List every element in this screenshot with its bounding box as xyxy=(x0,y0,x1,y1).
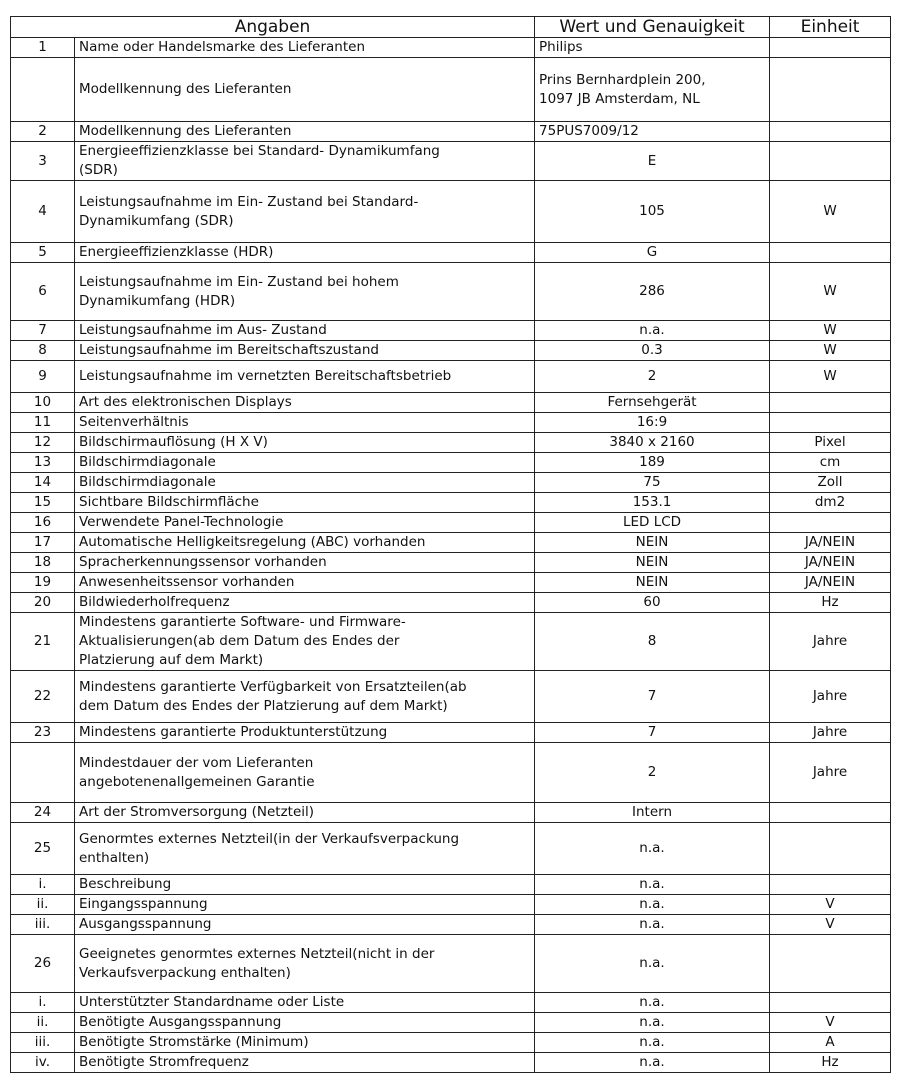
row-value-line: E xyxy=(647,152,657,169)
table-row xyxy=(11,823,891,875)
row-value-line: n.a. xyxy=(639,994,665,1010)
row-number: 12 xyxy=(11,433,75,453)
row-label xyxy=(75,823,535,875)
row-label-line: Beschreibung xyxy=(79,876,172,892)
row-value-line: Fernsehgerät xyxy=(607,394,697,410)
row-value-line: n.a. xyxy=(639,1034,665,1050)
row-label-line: Eingangsspannung xyxy=(79,896,208,912)
row-value-line: n.a. xyxy=(639,1054,665,1070)
row-value-line: 2 xyxy=(647,764,657,780)
row-label-line: Dynamikumfang (HDR) xyxy=(79,292,236,309)
row-label-line: Sichtbare Bildschirmfläche xyxy=(79,494,259,510)
table-row xyxy=(11,433,891,453)
row-number: 21 xyxy=(11,613,75,671)
row-unit: W xyxy=(770,361,891,393)
row-number: 16 xyxy=(11,513,75,533)
row-unit: cm xyxy=(770,453,891,473)
row-number: 26 xyxy=(11,935,75,993)
row-unit xyxy=(770,393,891,413)
row-label xyxy=(75,533,535,553)
row-unit: W xyxy=(770,181,891,243)
row-label-line: Leistungsaufnahme im Ein- Zustand bei Standard- xyxy=(79,193,419,210)
table-row xyxy=(11,553,891,573)
row-number: 4 xyxy=(11,181,75,243)
header-einheit: Einheit xyxy=(770,17,891,38)
header-row xyxy=(11,17,891,38)
product-information-sheet xyxy=(10,16,890,1073)
row-number: ii. xyxy=(11,1013,75,1033)
table-row xyxy=(11,895,891,915)
row-unit xyxy=(770,413,891,433)
row-unit: Jahre xyxy=(770,723,891,743)
row-label xyxy=(75,181,535,243)
row-label xyxy=(75,341,535,361)
table-row xyxy=(11,573,891,593)
row-number: 15 xyxy=(11,493,75,513)
row-unit: dm2 xyxy=(770,493,891,513)
table-row xyxy=(11,473,891,493)
row-number: 1 xyxy=(11,38,75,58)
row-label xyxy=(75,361,535,393)
row-label-line: Art des elektronischen Displays xyxy=(79,394,292,410)
row-value xyxy=(535,393,770,413)
row-number: 25 xyxy=(11,823,75,875)
row-value xyxy=(535,473,770,493)
row-number: 20 xyxy=(11,593,75,613)
row-value xyxy=(535,803,770,823)
table-row xyxy=(11,533,891,553)
table-row xyxy=(11,1033,891,1053)
row-label xyxy=(75,473,535,493)
row-number: 2 xyxy=(11,122,75,142)
row-value xyxy=(535,723,770,743)
row-label-line: Bildschirmdiagonale xyxy=(79,454,216,470)
table-row xyxy=(11,671,891,723)
row-unit: V xyxy=(770,915,891,935)
row-value xyxy=(535,433,770,453)
row-value-line: 75 xyxy=(643,474,661,490)
row-label-line: Mindestdauer der vom Lieferanten xyxy=(79,754,314,771)
row-label-line: Seitenverhältnis xyxy=(79,414,189,430)
row-number: 13 xyxy=(11,453,75,473)
row-label xyxy=(75,513,535,533)
row-label xyxy=(75,433,535,453)
row-value-line: n.a. xyxy=(639,840,665,856)
row-value-line: n.a. xyxy=(639,916,665,932)
row-value-line: 105 xyxy=(639,203,665,219)
table-row xyxy=(11,1053,891,1073)
row-value xyxy=(535,743,770,803)
row-unit: Jahre xyxy=(770,743,891,803)
row-number: 22 xyxy=(11,671,75,723)
row-value xyxy=(535,823,770,875)
row-label xyxy=(75,613,535,671)
row-label-line: Name oder Handelsmarke des Lieferanten xyxy=(79,39,366,55)
table-row xyxy=(11,453,891,473)
row-value xyxy=(535,1013,770,1033)
row-number: ii. xyxy=(11,895,75,915)
row-label-line: Benötigte Stromstärke (Minimum) xyxy=(79,1034,309,1050)
table-row xyxy=(11,803,891,823)
row-unit xyxy=(770,38,891,58)
row-unit: W xyxy=(770,321,891,341)
row-number: 5 xyxy=(11,243,75,263)
header-angaben: Angaben xyxy=(11,17,535,38)
row-number: 24 xyxy=(11,803,75,823)
row-value-line: n.a. xyxy=(639,876,665,892)
header-wert: Wert und Genauigkeit xyxy=(535,17,770,38)
row-label xyxy=(75,122,535,142)
row-label-line: Automatische Helligkeitsregelung (ABC) vorhanden xyxy=(79,534,426,550)
row-value xyxy=(535,573,770,593)
row-value xyxy=(535,993,770,1013)
row-value-line: G xyxy=(646,244,658,260)
row-unit xyxy=(770,243,891,263)
row-label xyxy=(75,935,535,993)
row-value-line: n.a. xyxy=(639,1014,665,1030)
row-label xyxy=(75,453,535,473)
row-label xyxy=(75,1053,535,1073)
row-label xyxy=(75,743,535,803)
row-value xyxy=(535,263,770,321)
row-label xyxy=(75,723,535,743)
row-value xyxy=(535,361,770,393)
row-number: 11 xyxy=(11,413,75,433)
row-value xyxy=(535,671,770,723)
row-value xyxy=(535,533,770,553)
table-row xyxy=(11,142,891,181)
row-unit: Jahre xyxy=(770,671,891,723)
row-value xyxy=(535,413,770,433)
row-unit xyxy=(770,122,891,142)
row-label-line: Geeignetes genormtes externes Netzteil(nicht in der xyxy=(79,945,435,962)
row-unit xyxy=(770,875,891,895)
row-unit: V xyxy=(770,1013,891,1033)
row-value xyxy=(535,915,770,935)
row-label-line: Modellkennung des Lieferanten xyxy=(79,81,292,97)
row-unit xyxy=(770,58,891,122)
spec-table xyxy=(10,16,891,1073)
row-number: 19 xyxy=(11,573,75,593)
row-unit: Hz xyxy=(770,593,891,613)
row-number: 17 xyxy=(11,533,75,553)
table-row xyxy=(11,341,891,361)
row-number: 23 xyxy=(11,723,75,743)
table-row xyxy=(11,915,891,935)
row-value xyxy=(535,122,770,142)
row-number: 10 xyxy=(11,393,75,413)
row-number: iii. xyxy=(11,1033,75,1053)
row-number: 14 xyxy=(11,473,75,493)
row-unit: Pixel xyxy=(770,433,891,453)
row-unit: W xyxy=(770,263,891,321)
row-value xyxy=(535,243,770,263)
row-label-line: Ausgangsspannung xyxy=(79,916,212,932)
table-row xyxy=(11,593,891,613)
row-unit xyxy=(770,935,891,993)
row-value-line: n.a. xyxy=(639,896,665,912)
table-row xyxy=(11,58,891,122)
row-label-line: Spracherkennungssensor vorhanden xyxy=(79,554,327,570)
row-label xyxy=(75,803,535,823)
table-row xyxy=(11,413,891,433)
table-row xyxy=(11,743,891,803)
row-value xyxy=(535,613,770,671)
row-label xyxy=(75,493,535,513)
row-number: iii. xyxy=(11,915,75,935)
row-label xyxy=(75,321,535,341)
row-value xyxy=(535,513,770,533)
row-unit xyxy=(770,823,891,875)
row-label-line: Mindestens garantierte Verfügbarkeit von Ersatzteilen(ab xyxy=(79,678,467,695)
row-number: 7 xyxy=(11,321,75,341)
row-label-line: Modellkennung des Lieferanten xyxy=(79,123,292,139)
row-label xyxy=(75,993,535,1013)
row-label-line: Aktualisierungen(ab dem Datum des Endes der xyxy=(79,633,400,649)
row-value xyxy=(535,58,770,122)
row-value xyxy=(535,1033,770,1053)
row-value-line: 7 xyxy=(647,688,657,704)
row-number xyxy=(11,743,75,803)
row-value-line: 16:9 xyxy=(636,414,668,430)
row-value-line: Intern xyxy=(632,804,673,820)
row-value-line: 0.3 xyxy=(641,342,663,358)
row-value-line: 286 xyxy=(639,283,665,299)
row-value-line: NEIN xyxy=(635,574,669,590)
row-label-line: Leistungsaufnahme im vernetzten Bereitschaftsbetrieb xyxy=(79,368,452,384)
row-label-line: angebotenenallgemeinen Garantie xyxy=(79,773,315,790)
row-unit: Hz xyxy=(770,1053,891,1073)
row-label-line: Verwendete Panel-Technologie xyxy=(79,514,284,530)
row-value-line: n.a. xyxy=(639,322,665,338)
row-value-line: Prins Bernhardplein 200, xyxy=(539,71,706,88)
row-value xyxy=(535,593,770,613)
row-number: 6 xyxy=(11,263,75,321)
row-value-line: 7 xyxy=(647,724,657,740)
row-label xyxy=(75,895,535,915)
row-number: i. xyxy=(11,993,75,1013)
row-unit: JA/NEIN xyxy=(770,533,891,553)
row-unit: V xyxy=(770,895,891,915)
row-value xyxy=(535,1053,770,1073)
row-label xyxy=(75,142,535,181)
table-row xyxy=(11,513,891,533)
row-value xyxy=(535,553,770,573)
row-value-line: NEIN xyxy=(635,534,669,550)
row-label-line: Mindestens garantierte Software- und Firmware- xyxy=(79,614,406,630)
row-value-line: 8 xyxy=(647,633,657,649)
row-value xyxy=(535,181,770,243)
row-label-line: Leistungsaufnahme im Aus- Zustand xyxy=(79,322,327,338)
table-row xyxy=(11,181,891,243)
table-row xyxy=(11,321,891,341)
table-row xyxy=(11,613,891,671)
row-unit: W xyxy=(770,341,891,361)
row-label-line: Energieeffizienzklasse (HDR) xyxy=(79,244,274,260)
row-label-line: Leistungsaufnahme im Ein- Zustand bei hohem xyxy=(79,273,399,290)
row-label xyxy=(75,263,535,321)
row-value xyxy=(535,38,770,58)
row-label-line: Benötigte Ausgangsspannung xyxy=(79,1014,282,1030)
row-unit: Jahre xyxy=(770,613,891,671)
row-unit: JA/NEIN xyxy=(770,573,891,593)
row-value xyxy=(535,142,770,181)
row-label xyxy=(75,915,535,935)
row-label xyxy=(75,393,535,413)
row-number: 9 xyxy=(11,361,75,393)
row-label xyxy=(75,553,535,573)
spec-rows xyxy=(11,38,891,1073)
table-row xyxy=(11,393,891,413)
row-value-line: 1097 JB Amsterdam, NL xyxy=(539,90,700,107)
table-row xyxy=(11,122,891,142)
row-value-line: 3840 x 2160 xyxy=(609,434,695,450)
table-row xyxy=(11,243,891,263)
table-row xyxy=(11,935,891,993)
row-value-line: 75PUS7009/12 xyxy=(539,123,639,139)
row-value xyxy=(535,493,770,513)
row-label-line: Anwesenheitssensor vorhanden xyxy=(79,574,295,590)
table-row xyxy=(11,493,891,513)
row-label xyxy=(75,573,535,593)
row-number xyxy=(11,58,75,122)
row-value-line: 153.1 xyxy=(632,494,672,510)
row-value-line: 2 xyxy=(647,368,657,384)
row-value-line: LED LCD xyxy=(622,514,682,530)
row-value-line: n.a. xyxy=(639,955,665,971)
row-label-line: Benötigte Stromfrequenz xyxy=(79,1054,249,1070)
row-label-line: Bildschirmauflösung (H X V) xyxy=(79,434,268,450)
row-label-line: enthalten) xyxy=(79,849,150,866)
row-value xyxy=(535,935,770,993)
row-value xyxy=(535,453,770,473)
row-value-line: 60 xyxy=(643,594,661,610)
row-label-line: Genormtes externes Netzteil(in der Verkaufsverpackung xyxy=(79,830,460,847)
row-label xyxy=(75,58,535,122)
row-value-line: Philips xyxy=(539,39,583,55)
row-label-line: Bildwiederholfrequenz xyxy=(79,594,230,610)
row-value-line: 189 xyxy=(639,454,665,470)
table-row xyxy=(11,1013,891,1033)
row-label xyxy=(75,413,535,433)
table-row xyxy=(11,875,891,895)
row-label xyxy=(75,1033,535,1053)
row-label-line: (SDR) xyxy=(79,162,118,178)
row-label xyxy=(75,1013,535,1033)
row-value xyxy=(535,875,770,895)
row-value xyxy=(535,321,770,341)
row-label-line: Energieeffizienzklasse bei Standard- Dynamikumfang xyxy=(79,143,440,159)
row-label-line: Art der Stromversorgung (Netzteil) xyxy=(79,804,315,820)
row-unit xyxy=(770,803,891,823)
row-label xyxy=(75,38,535,58)
row-unit xyxy=(770,513,891,533)
row-unit: JA/NEIN xyxy=(770,553,891,573)
table-row xyxy=(11,361,891,393)
row-number: 18 xyxy=(11,553,75,573)
row-label-line: Platzierung auf dem Markt) xyxy=(79,652,264,668)
row-unit xyxy=(770,142,891,181)
row-value-line: NEIN xyxy=(635,554,669,570)
row-number: iv. xyxy=(11,1053,75,1073)
table-row xyxy=(11,993,891,1013)
row-label xyxy=(75,593,535,613)
row-label-line: dem Datum des Endes der Platzierung auf dem Markt) xyxy=(79,697,448,714)
row-label-line: Dynamikumfang (SDR) xyxy=(79,212,234,229)
table-row xyxy=(11,723,891,743)
row-label xyxy=(75,243,535,263)
row-label-line: Bildschirmdiagonale xyxy=(79,474,216,490)
row-number: 8 xyxy=(11,341,75,361)
table-row xyxy=(11,263,891,321)
row-unit: A xyxy=(770,1033,891,1053)
row-label-line: Mindestens garantierte Produktunterstützung xyxy=(79,724,388,740)
row-label xyxy=(75,671,535,723)
row-label xyxy=(75,875,535,895)
table-row xyxy=(11,38,891,58)
row-unit xyxy=(770,993,891,1013)
row-number: 3 xyxy=(11,142,75,181)
row-label-line: Leistungsaufnahme im Bereitschaftszustand xyxy=(79,342,379,358)
row-value xyxy=(535,341,770,361)
row-number: i. xyxy=(11,875,75,895)
row-label-line: Unterstützter Standardname oder Liste xyxy=(79,994,345,1010)
row-unit: Zoll xyxy=(770,473,891,493)
row-value xyxy=(535,895,770,915)
row-label-line: Verkaufsverpackung enthalten) xyxy=(79,964,291,981)
